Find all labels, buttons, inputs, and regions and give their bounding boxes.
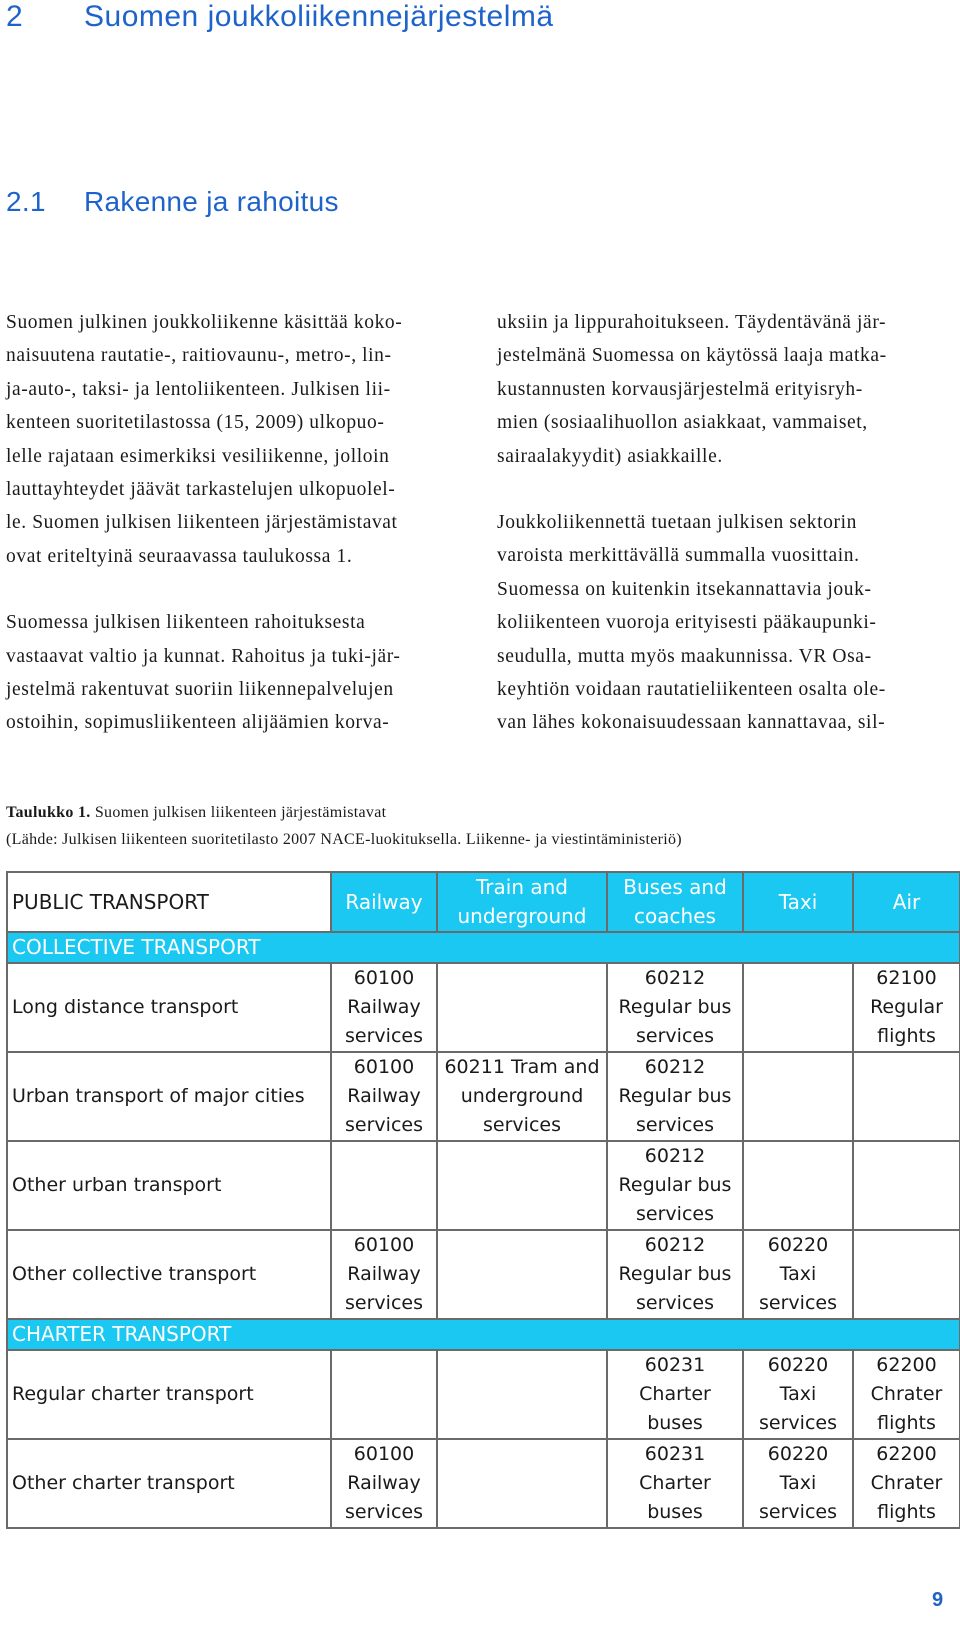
cell-line: 60220: [767, 1354, 829, 1376]
cell-line: 60212: [644, 1145, 706, 1167]
header-cell: [853, 872, 960, 932]
table-row: [7, 1350, 960, 1439]
cell-line: Charter buses: [639, 1472, 711, 1523]
cell-line: 60100: [353, 967, 415, 989]
header-public-transport: PUBLIC TRANSPORT: [7, 872, 331, 932]
table-cell: [437, 1141, 607, 1230]
paragraph: [6, 306, 466, 573]
text-line: kustannusten korvausjärjestelmä erityisryh-: [497, 378, 863, 400]
section-charter-transport: [7, 1319, 960, 1350]
cell-line: Chrater: [870, 1472, 943, 1494]
cell-line: services: [345, 1292, 423, 1314]
left-text-column: [6, 306, 466, 740]
cell-line: services: [345, 1114, 423, 1136]
row-label: Long distance transport: [7, 963, 331, 1052]
text-line: jestelmänä Suomessa on käytössä laaja matka-: [497, 345, 887, 367]
text-line: lauttayhteydet jäävät tarkastelujen ulkopuolel-: [6, 479, 396, 501]
cell-line: 60231: [644, 1443, 706, 1465]
cell-line: services: [636, 1114, 714, 1136]
text-line: Suomessa julkisen liikenteen rahoituksesta: [6, 612, 366, 634]
cell-line: underground: [460, 1085, 584, 1107]
cell-line: 60211 Tram and: [444, 1056, 600, 1078]
text-line: Suomen julkinen joukkoliikenne käsittää koko-: [6, 312, 403, 333]
cell-line: flights: [877, 1025, 936, 1047]
text-line: ostoihin, sopimusliikenteen alijäämien korva-: [6, 712, 390, 734]
table-caption-label: Taulukko 1.: [6, 804, 91, 821]
row-label: Other urban transport: [7, 1141, 331, 1230]
table-cell: [331, 1350, 437, 1439]
table-cell: [607, 963, 743, 1052]
cell-line: Railway: [347, 996, 421, 1018]
table-cell: [743, 1052, 853, 1141]
table-cell: [853, 1439, 960, 1528]
cell-line: Charter buses: [639, 1383, 711, 1434]
cell-line: services: [759, 1412, 837, 1434]
table-cell: [437, 1439, 607, 1528]
row-label: Urban transport of major cities: [7, 1052, 331, 1141]
table-cell: [607, 1052, 743, 1141]
row-label: Other charter transport: [7, 1439, 331, 1528]
cell-line: Regular: [870, 996, 943, 1018]
table-cell: [437, 1052, 607, 1141]
paragraph: [6, 606, 466, 740]
text-line: vastaavat valtio ja kunnat. Rahoitus ja tuki-jär-: [6, 645, 401, 667]
cell-line: Chrater: [870, 1383, 943, 1405]
table-cell: [743, 1141, 853, 1230]
text-line: Joukkoliikennettä tuetaan julkisen sektorin: [497, 512, 857, 534]
table-cell: [743, 1230, 853, 1319]
text-line: koliikenteen vuoroja erityisesti pääkaupunki-: [497, 612, 877, 634]
cell-line: 60212: [644, 1234, 706, 1256]
table-caption-title: Suomen julkisen liikenteen järjestämistavat: [94, 804, 387, 821]
header-cell: [743, 872, 853, 932]
cell-line: Buses and: [623, 875, 727, 899]
table-cell: [853, 1141, 960, 1230]
cell-line: Taxi: [779, 1383, 817, 1405]
cell-line: 60220: [767, 1443, 829, 1465]
cell-line: 62200: [876, 1354, 937, 1376]
cell-line: underground: [457, 904, 587, 928]
cell-line: 60100: [353, 1056, 415, 1078]
right-text-column: [497, 306, 957, 740]
chapter-title: Suomen joukkoliikennejärjestelmä: [84, 0, 554, 33]
table-row: [7, 1141, 960, 1230]
cell-line: 60220: [767, 1234, 829, 1256]
paragraph: [497, 506, 957, 740]
table-cell: [607, 1141, 743, 1230]
cell-line: services: [636, 1203, 714, 1225]
transport-table: [6, 871, 960, 1529]
table-cell: [743, 1439, 853, 1528]
table-cell: [437, 1230, 607, 1319]
cell-line: services: [759, 1501, 837, 1523]
text-line: jestelmä rakentuvat suoriin liikennepalvelujen: [6, 679, 394, 701]
cell-line: 62100: [876, 967, 937, 989]
cell-line: Taxi: [779, 1472, 817, 1494]
cell-line: Railway: [347, 1085, 421, 1107]
table-cell: [331, 1230, 437, 1319]
table-cell: [853, 1052, 960, 1141]
table-cell: [437, 963, 607, 1052]
cell-line: 60100: [353, 1443, 415, 1465]
cell-line: services: [345, 1501, 423, 1523]
cell-line: services: [483, 1114, 561, 1136]
table-row: [7, 1230, 960, 1319]
section-title: Rakenne ja rahoitus: [84, 186, 339, 217]
table-cell: [743, 1350, 853, 1439]
cell-line: 60212: [644, 1056, 706, 1078]
header-cell: [331, 872, 437, 932]
chapter-heading: [6, 0, 554, 34]
section-heading: [6, 186, 339, 218]
text-line: lelle rajataan esimerkiksi vesiliikenne, jolloin: [6, 445, 390, 467]
table-cell: [853, 1350, 960, 1439]
table-cell: [743, 963, 853, 1052]
table-source: (Lähde: Julkisen liikenteen suoritetilasto 2007 NACE-luokituksella. Liikenne- ja viestintäministeriö): [6, 831, 682, 848]
table-row: [7, 1052, 960, 1141]
table-cell: [331, 1439, 437, 1528]
cell-line: Railway: [345, 889, 423, 914]
cell-line: 60231: [644, 1354, 706, 1376]
text-line: kenteen suoritetilastossa (15, 2009) ulkopuo-: [6, 412, 385, 434]
cell-line: services: [759, 1292, 837, 1314]
cell-line: Regular bus: [618, 1263, 732, 1285]
header-cell: [437, 872, 607, 932]
row-label: Regular charter transport: [7, 1350, 331, 1439]
table-cell: [607, 1230, 743, 1319]
section-number: 2.1: [6, 186, 46, 217]
cell-line: coaches: [634, 904, 716, 928]
text-line: ovat eriteltyinä seuraavassa taulukossa 1.: [6, 545, 353, 567]
cell-line: Regular bus: [618, 1085, 732, 1107]
cell-line: services: [345, 1025, 423, 1047]
cell-line: services: [636, 1025, 714, 1047]
header-cell: [607, 872, 743, 932]
section-collective-transport-label: COLLECTIVE TRANSPORT: [7, 932, 960, 963]
table-header-row: [7, 872, 960, 932]
table-cell: [607, 1350, 743, 1439]
cell-line: Taxi: [778, 889, 818, 914]
table-caption: [6, 804, 386, 822]
table-cell: [331, 963, 437, 1052]
row-label: Other collective transport: [7, 1230, 331, 1319]
text-line: ja-auto-, taksi- ja lentoliikenteen. Julkisen lii-: [6, 378, 391, 400]
cell-line: Taxi: [779, 1263, 817, 1285]
cell-line: 60100: [353, 1234, 415, 1256]
text-line: seudulla, mutta myös maakunnissa. VR Osa-: [497, 645, 872, 667]
table-cell: [853, 1230, 960, 1319]
page-number: 9: [932, 1589, 944, 1611]
text-line: uksiin ja lippurahoitukseen. Täydentävänä jär-: [497, 312, 887, 333]
text-line: varoista merkittävällä summalla vuosittain.: [497, 545, 860, 567]
cell-line: Air: [892, 889, 921, 914]
cell-line: Regular bus: [618, 1174, 732, 1196]
text-line: le. Suomen julkisen liikenteen järjestämistavat: [6, 512, 398, 534]
text-line: Suomessa on kuitenkin itsekannattavia jouk-: [497, 578, 872, 600]
chapter-number: 2: [6, 0, 24, 33]
text-line: van lähes kokonaisuudessaan kannattavaa, sil-: [497, 712, 886, 734]
cell-line: 62200: [876, 1443, 937, 1465]
cell-line: flights: [877, 1501, 936, 1523]
table-cell: [607, 1439, 743, 1528]
table-cell: [437, 1350, 607, 1439]
table-row: [7, 963, 960, 1052]
cell-line: Railway: [347, 1472, 421, 1494]
text-line: keyhtiön voidaan rautatieliikenteen osalta ole-: [497, 679, 886, 701]
section-charter-transport-label: CHARTER TRANSPORT: [7, 1319, 960, 1350]
paragraph: [497, 306, 957, 473]
section-collective-transport: [7, 932, 960, 963]
table-cell: [331, 1052, 437, 1141]
table-cell: [853, 963, 960, 1052]
cell-line: flights: [877, 1412, 936, 1434]
cell-line: 60212: [644, 967, 706, 989]
cell-line: services: [636, 1292, 714, 1314]
text-line: naisuutena rautatie-, raitiovaunu-, metro-, lin-: [6, 345, 392, 367]
cell-line: Regular bus: [618, 996, 732, 1018]
text-line: mien (sosiaalihuollon asiakkaat, vammaiset,: [497, 412, 868, 434]
cell-line: Railway: [347, 1263, 421, 1285]
table-cell: [331, 1141, 437, 1230]
table-row: [7, 1439, 960, 1528]
cell-line: Train and: [476, 875, 568, 899]
text-line: sairaalakyydit) asiakkaille.: [497, 445, 723, 467]
